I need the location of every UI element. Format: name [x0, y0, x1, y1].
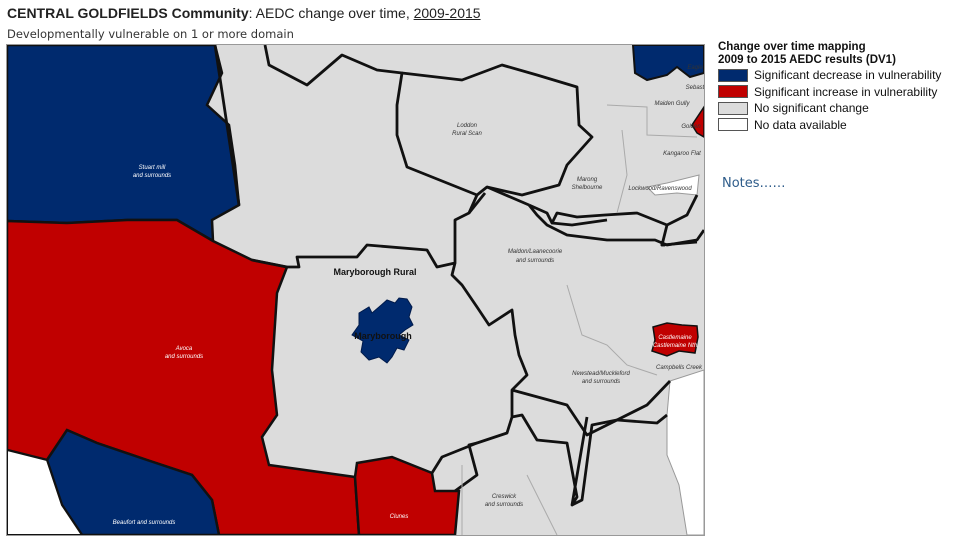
label-avoca-2: and surrounds: [164, 354, 204, 360]
label-newstead-1: Newstead/Muckleford: [572, 371, 630, 377]
label-loddon-2: Rural Scan: [452, 131, 482, 137]
legend-item-decrease: [718, 67, 958, 84]
page-subtitle: Developmentally vulnerable on 1 or more domain: [7, 27, 294, 41]
label-lockwood: Lockwood/Ravenswood: [628, 186, 692, 192]
label-stuart-mill-1: Stuart mill: [138, 165, 166, 171]
label-maryborough: Maryborough: [354, 331, 412, 341]
label-creswick-2: and surrounds: [484, 502, 524, 508]
region-stuart-mill: [7, 45, 239, 241]
legend-label-decrease: Significant decrease in vulnerability: [754, 68, 942, 83]
label-kangaroo-flat: Kangaroo Flat: [663, 151, 701, 157]
label-maryborough-rural: Maryborough Rural: [333, 267, 417, 277]
community-name: CENTRAL GOLDFIELDS Community: [7, 5, 249, 21]
legend-title-1: Change over time mapping: [718, 41, 866, 53]
legend-label-increase: Significant increase in vulnerability: [754, 84, 938, 99]
legend-swatch-increase: [718, 85, 748, 98]
label-maldon-2: and surrounds: [515, 258, 555, 264]
label-newstead-2: and surrounds: [581, 379, 621, 385]
label-clunes: Clunes: [389, 514, 409, 520]
label-golden: Golden: [681, 124, 701, 130]
label-maldon-1: Maldon/Laanecoorie: [507, 249, 563, 255]
page-title: [7, 5, 481, 21]
label-eaglehawk: Eagle: [687, 65, 703, 71]
label-castlemaine-2: Castlemaine Nth: [652, 343, 698, 349]
map-canvas: [7, 45, 704, 535]
title-years: 2009-2015: [413, 5, 481, 21]
label-creswick-1: Creswick: [491, 494, 517, 500]
label-sebastian: Sebast: [685, 85, 704, 91]
legend-swatch-no-change: [718, 102, 748, 115]
label-castlemaine-1: Castlemaine: [658, 335, 692, 341]
region-eaglehawk: [633, 45, 704, 80]
label-loddon-1: Loddon: [456, 123, 478, 129]
legend-swatch-no-data: [718, 118, 748, 131]
legend-item-no-data: [718, 117, 958, 134]
legend-title-2: 2009 to 2015 AEDC results (DV1): [718, 54, 896, 66]
label-beaufort: Beaufort and surrounds: [112, 520, 176, 526]
legend-item-no-change: [718, 100, 958, 117]
title-text: : AEDC change over time,: [248, 5, 414, 21]
legend-swatch-decrease: [718, 69, 748, 82]
notes-text: Notes……: [722, 176, 786, 191]
aedc-change-map: [6, 44, 705, 536]
label-stuart-mill-2: and surrounds: [132, 173, 172, 179]
legend-label-no-data: No data available: [754, 117, 847, 132]
legend-item-increase: [718, 84, 958, 101]
legend-label-no-change: No significant change: [754, 101, 869, 116]
label-avoca-1: Avoca: [175, 346, 193, 352]
map-legend: [718, 41, 958, 133]
label-marong-2: Shelbourne: [571, 185, 603, 191]
label-campbells-creek: Campbells Creek: [655, 365, 703, 371]
label-marong-1: Marong: [576, 177, 598, 183]
label-maiden-gully: Maiden Gully: [654, 101, 690, 107]
